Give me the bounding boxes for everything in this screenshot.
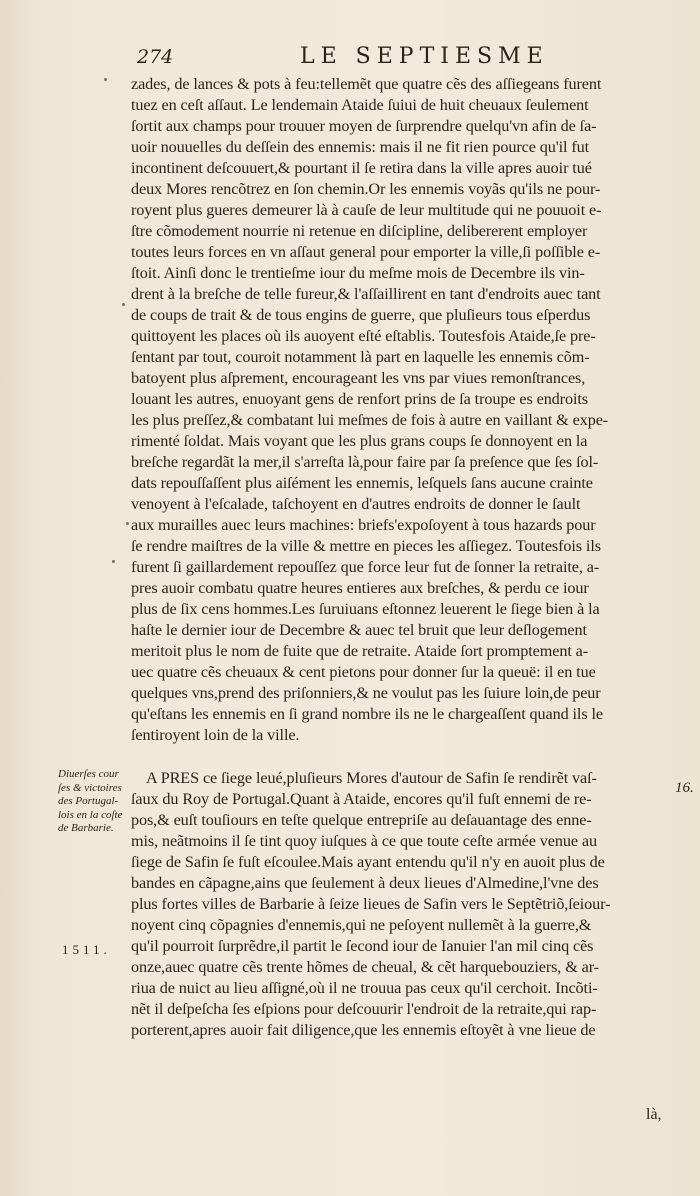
page-header [0, 44, 700, 72]
text-line: incontinent deſcouuert,& pourtant il ſe retira dans la ville apres auoir tué [131, 159, 592, 177]
text-line: ſaux du Roy de Portugal.Quant à Ataide, encores qu'il fuſt ennemi de re- [131, 790, 592, 808]
text-line: porterent,apres auoir fait diligence,que les ennemis eſtoyẽt à vne lieue de [131, 1021, 596, 1039]
text-line: riua de nuict au lieu aſſigné,où il ne trouua pas ceux qu'il cerchoit. Incõti- [131, 979, 598, 997]
text-line: plus fortes villes de Barbarie à ſeize lieues de Safin vers le Septẽtriõ,ſeiour- [131, 895, 611, 913]
margin-year: 1511. [62, 942, 111, 957]
text-line: quittoyent les places où ils auoyent eſté eſtablis. Toutesfois Ataide,ſe pre- [131, 327, 596, 345]
text-line: deux Mores rencõtrez en ſon chemin.Or les ennemis voyãs qu'ils ne pour- [131, 180, 601, 198]
text-line: meritoit plus le nom de fuite que de retraite. Ataide ſort promptement a- [131, 642, 589, 660]
text-line: pos,& euſt touſiours en teſte quelque entrepriſe au deſauantage des enne- [131, 811, 592, 829]
text-line: de coups de trait & de tous engins de guerre, que pluſieurs tous eſperdus [131, 306, 591, 324]
text-line: ſentant par tout, couroit notamment là part en laquelle les ennemis cõm- [131, 348, 590, 366]
text-line: louant les autres, enuoyant gens de renfort prins de ſa troupe es endroits [131, 390, 588, 408]
margin-note-line: de Barbarie. [58, 822, 114, 834]
text-line: venoyent à l'eſcalade, taſchoyent en d'autres endroits de donner le ſault [131, 495, 581, 513]
ink-mark [112, 560, 115, 563]
paragraph-opening-line: APRES ce ſiege leué,pluſieurs Mores d'autour de Safin ſe rendirẽt vaſ- [146, 769, 597, 787]
text-line: bandes en cãpagne,ains que ſeulement à deux lieues d'Almedine,l'vne des [131, 874, 599, 892]
margin-number: 16. [675, 780, 694, 796]
text-line: zades, de lances & pots à feu:tellemẽt que quatre cẽs des aſſiegeans furent [131, 75, 602, 93]
text-line: batoyent plus aſprement, encourageant les vns par viues remonſtrances, [131, 369, 586, 387]
text-line: ſe rendre maiſtres de la ville & mettre en pieces les aſſiegez. Toutesfois ils [131, 537, 601, 555]
text-line: nẽt il deſpeſcha ſes eſpions pour deſcouurir l'endroit de la retraite,qui rap- [131, 1000, 597, 1018]
text-line: les plus preſſez,& combatant lui meſmes de fois à autre en vaillant & expe- [131, 411, 609, 429]
text-line: qu'eſtans les ennemis en ſi grand nombre ils ne le chargeaſſent quand ils le [131, 705, 603, 723]
text-line: rimenté ſoldat. Mais voyant que les plus grans coups ſe donnoyent en la [131, 432, 588, 450]
text-line: dats repouſſaſſent plus aiſément les ennemis, leſquels ſans aucune crainte [131, 474, 593, 492]
text-line: mis, neãtmoins il ſe tint quoy iuſques à ce que toute ceſte armée venue au [131, 832, 597, 850]
text-line: ſortit aux champs pour trouuer moyen de ſurprendre quelqu'vn afin de ſa- [131, 117, 597, 135]
margin-note-line: Diuerſes cour [58, 768, 119, 780]
text-line: qu'il pourroit ſurprẽdre,il partit le ſecond iour de Ianuier l'an mil cinq cẽs [131, 937, 594, 955]
text-line: pres auoir combatu quatre heures entieres aux breſches, & perdu ce iour [131, 579, 589, 597]
text-line: drent à la breſche de telle fureur,& l'aſſaillirent en tant d'endroits auec tant [131, 285, 601, 303]
ink-mark [104, 78, 107, 81]
margin-note [58, 768, 130, 836]
text-line: uoir nouuelles du deſſein des ennemis: mais il ne fit rien pource qu'il fut [131, 138, 590, 156]
text-line: noyent cinq cõpagnies d'ennemis,qui ne peſoyent nullemẽt à la guerre,& [131, 916, 592, 934]
text-line: aux murailles auec leurs machines: briefs'expoſoyent à tous hazards pour [131, 516, 596, 534]
page-number: 274 [137, 46, 174, 68]
catchword: là, [646, 1106, 662, 1123]
text-line: ſtoit. Ainſi donc le trentieſme iour du meſme mois de Decembre ils vin- [131, 264, 585, 282]
running-head: LE SEPTIESME [300, 44, 549, 69]
text-line: ſiege de Safin ſe fuſt eſcoulee.Mais ayant entendu qu'il n'y en auoit plus de [131, 853, 605, 871]
ink-mark [126, 522, 129, 525]
text-line: ſtre cõmodement nourrie ni retenue en diſcipline, delibererent employer [131, 222, 588, 240]
text-line: royent plus gueres demeurer là à cauſe de leur multitude qui ne pouuoit e- [131, 201, 602, 219]
text-line: toutes leurs forces en vn aſſaut general pour emporter la ville,ſi poſſible e- [131, 243, 601, 261]
text-line: breſche regardãt la mer,il s'arreſta là,pour faire par ſa preſence que ſes ſol- [131, 453, 599, 471]
text-line: furent ſi gaillardement repouſſez que force leur fut de ſonner la retraite, a- [131, 558, 600, 576]
text-line: quelques vns,prend des priſonniers,& ne voulut pas les ſuiure loin,de peur [131, 684, 601, 702]
text-line: onze,auec quatre cẽs trente hõmes de cheual, & cẽt harquebouziers, & ar- [131, 958, 599, 976]
text-line: tuez en ceſt aſſaut. Le lendemain Ataide ſuiui de huit cheuaux ſeulement [131, 96, 589, 114]
margin-note-line: lois en la coſte [58, 808, 123, 821]
text-line: plus de ſix cens hommes.Les ſuruiuans eſtonnez leuerent le ſiege bien à la [131, 600, 600, 618]
text-line: uec quatre cẽs cheuaux & cent pietons pour donner ſur la queuë: il en tue [131, 663, 596, 681]
ink-mark [122, 303, 125, 306]
text-line: ſentiroyent loin de la ville. [131, 726, 300, 744]
margin-note-line: ſes & victoires [58, 781, 122, 794]
text-line: haſte le dernier iour de Decembre & auec tel bruit que leur deſlogement [131, 621, 587, 639]
margin-note-line: des Portugal- [58, 795, 119, 807]
